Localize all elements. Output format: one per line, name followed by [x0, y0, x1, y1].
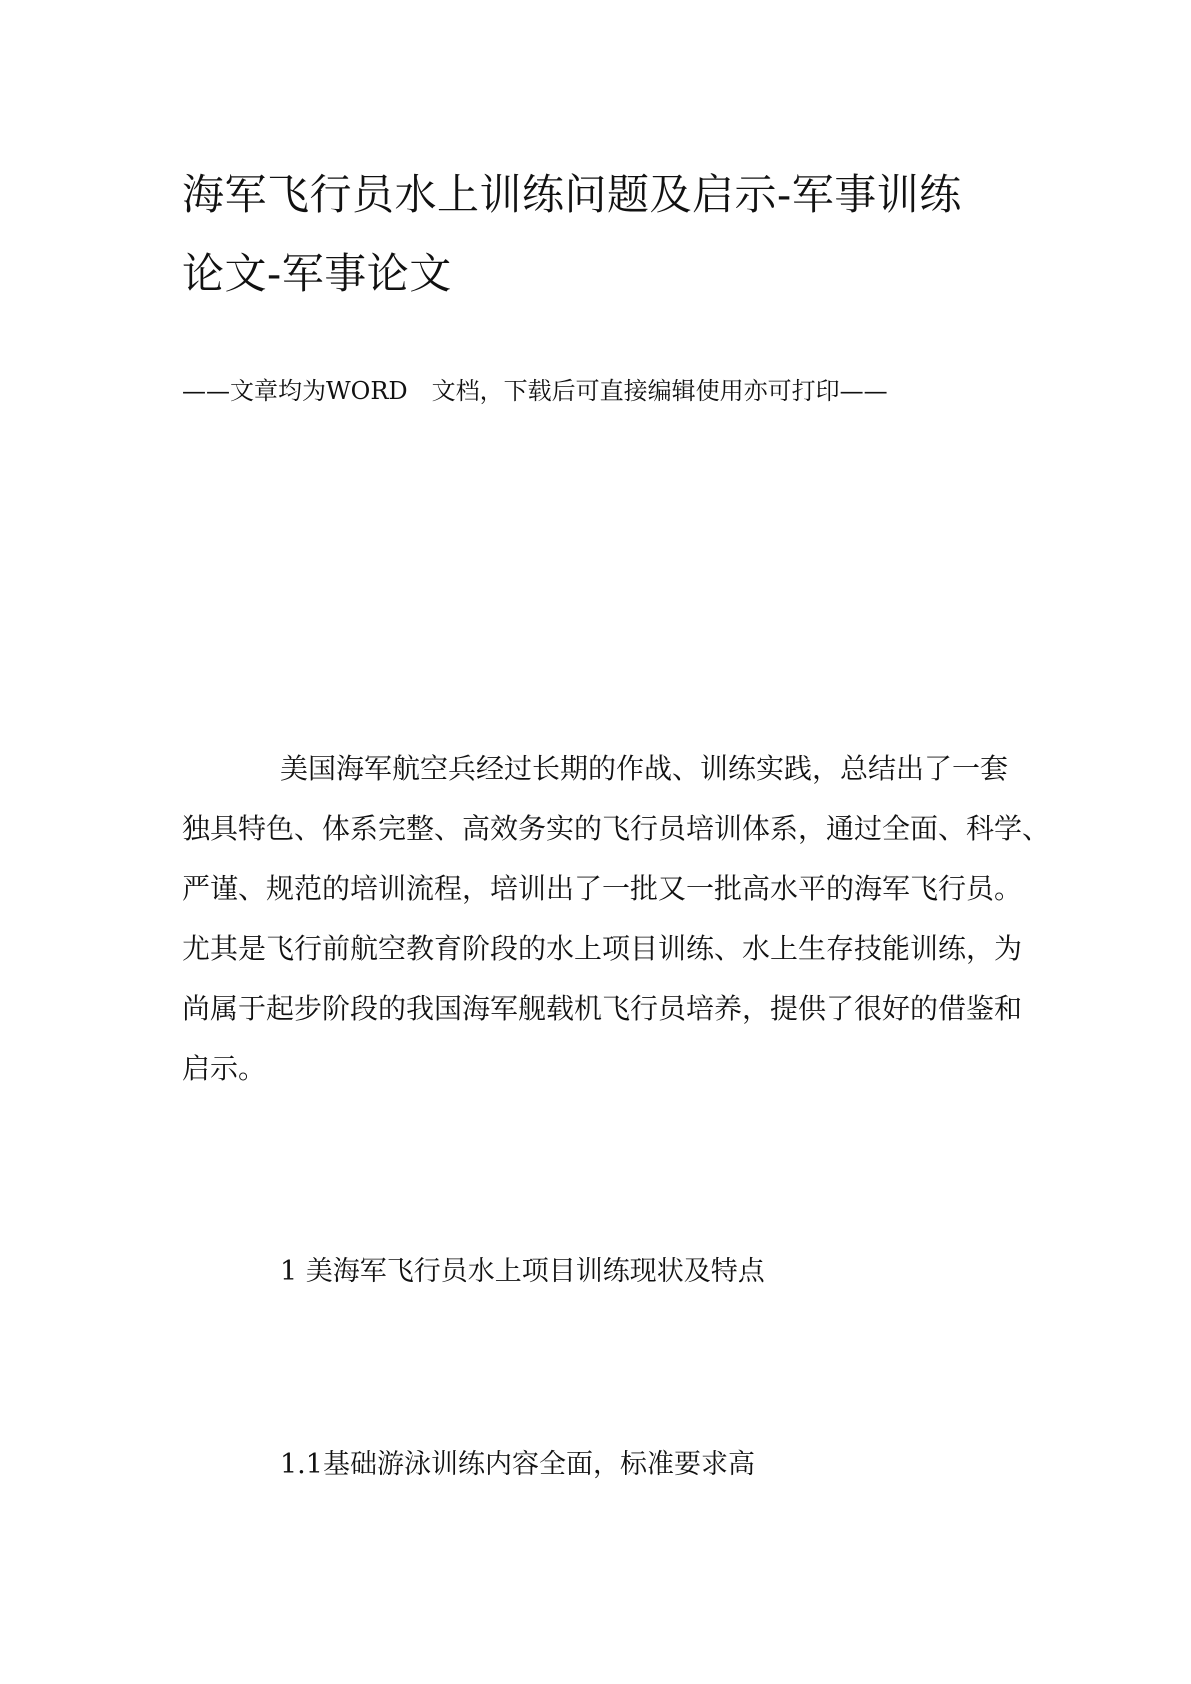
- document-title-line-1: 海军飞行员水上训练问题及启示-军事训练: [182, 170, 962, 219]
- paragraph-line-4: 尤其是飞行前航空教育阶段的水上项目训练、水上生存技能训练，为: [182, 932, 1023, 965]
- paragraph-line-6: 启示。: [182, 1052, 267, 1085]
- document-subtitle: ——文章均为WORD 文档，下载后可直接编辑使用亦可打印——: [182, 377, 888, 405]
- section-heading: 1 美海军飞行员水上项目训练现状及特点: [280, 1256, 765, 1287]
- paragraph-line-1: 美国海军航空兵经过长期的作战、训练实践，总结出了一套: [280, 752, 1009, 785]
- subsection-heading: 1.1基础游泳训练内容全面，标准要求高: [280, 1449, 755, 1480]
- paragraph-line-2: 独具特色、体系完整、高效务实的飞行员培训体系，通过全面、科学、: [182, 812, 1051, 845]
- paragraph-line-3: 严谨、规范的培训流程，培训出了一批又一批高水平的海军飞行员。: [182, 872, 1023, 905]
- paragraph-line-5: 尚属于起步阶段的我国海军舰载机飞行员培养，提供了很好的借鉴和: [182, 992, 1023, 1025]
- document-title-line-2: 论文-军事论文: [182, 249, 452, 298]
